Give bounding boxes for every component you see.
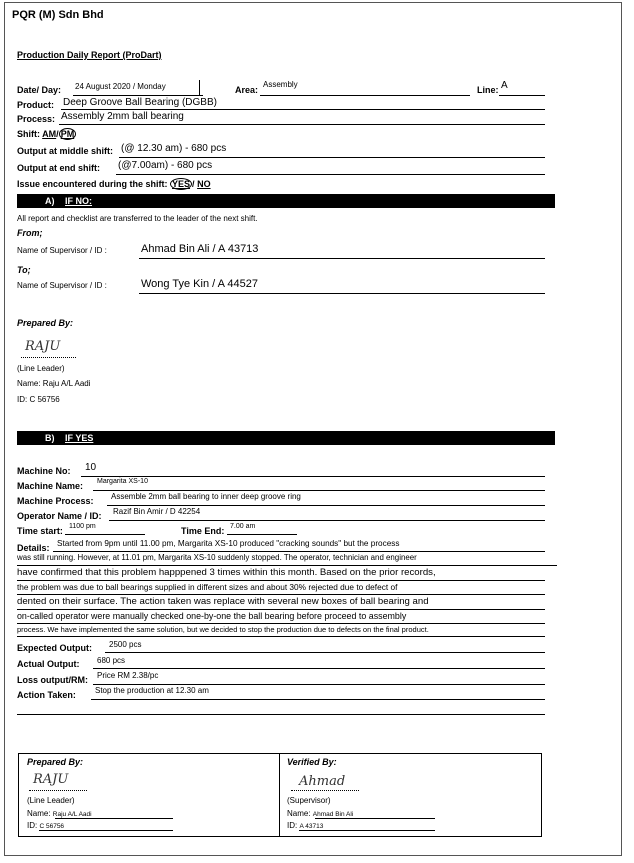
footer-verified-id-label: ID: (287, 821, 298, 830)
details-line-2: was still running. However, at 11.01 pm, Margarita XS-10 suddenly stopped. The operator, technician and engineer (17, 553, 417, 562)
issue-row (17, 179, 211, 189)
from-label: From; (17, 228, 43, 238)
footer-prepared-id-label: ID: (27, 821, 38, 830)
line-label: Line: (477, 85, 499, 95)
action-taken-label: Action Taken: (17, 690, 76, 700)
expected-output-label: Expected Output: (17, 643, 93, 653)
time-start-value: 1100 pm (69, 523, 96, 530)
issue-yes-circled: YES (172, 179, 191, 189)
section-a-title: IF NO: (65, 196, 93, 206)
machine-no-value: 10 (85, 462, 97, 473)
footer-verified-label: Verified By: (287, 757, 337, 767)
actual-output-label: Actual Output: (17, 659, 80, 669)
section-b-bar (17, 431, 555, 445)
section-a-bar (17, 194, 555, 208)
time-end-label: Time End: (181, 526, 225, 536)
footer-prepared-name-underline (55, 818, 173, 819)
footer-prepared-signature-line (29, 790, 87, 791)
from-supervisor-value: Ahmad Bin Ali / A 43713 (141, 243, 259, 255)
footer-verified-id (287, 821, 323, 830)
section-a-id (17, 395, 60, 404)
shift-am: AM (42, 129, 57, 139)
details-underline-1 (53, 551, 545, 552)
shift-sep: / (56, 129, 59, 139)
footer-prepared-name-value: Raju A/L Aadi (52, 811, 92, 818)
to-supervisor-label: Name of Supervisor / ID : (17, 281, 107, 290)
area-label: Area: (235, 85, 259, 95)
footer-verified-signature-line (291, 790, 359, 791)
machine-process-label: Machine Process: (17, 496, 94, 506)
product-value: Deep Groove Ball Bearing (DGBB) (63, 97, 217, 108)
section-a-name-value: Raju A/L Aadi (42, 379, 91, 388)
to-supervisor-value: Wong Tye Kin / A 44527 (141, 278, 259, 290)
footer-prepared-signature: RAJU (33, 772, 69, 787)
section-a-name-label: Name: (17, 379, 41, 388)
process-value: Assembly 2mm ball bearing (61, 111, 184, 122)
shift-label-text: Shift: (17, 129, 40, 139)
end-output-label: Output at end shift: (17, 163, 100, 173)
footer-prepared-id (27, 821, 64, 830)
details-line-7: process. We have implemented the same solution, but we decided to stop the production due to defects on the final product. (17, 625, 429, 634)
issue-label: Issue encountered during the shift: (17, 179, 168, 189)
product-underline (61, 109, 545, 110)
section-a-prepared-label: Prepared By: (17, 318, 74, 328)
report-page (4, 2, 622, 856)
footer-prepared-name-label: Name: (27, 809, 51, 818)
details-underline-7 (17, 636, 545, 637)
end-output-underline (116, 174, 545, 175)
section-a-id-value: C 56756 (29, 395, 60, 404)
loss-output-label: Loss output/RM: (17, 675, 88, 685)
to-supervisor-underline (139, 293, 545, 294)
footer-prepared-name (27, 809, 92, 818)
time-start-underline (65, 534, 145, 535)
mid-output-value: (@ 12.30 am) - 680 pcs (121, 143, 227, 154)
product-label: Product: (17, 100, 54, 110)
machine-name-underline (93, 490, 545, 491)
time-end-underline (227, 534, 297, 535)
process-label: Process: (17, 114, 56, 124)
footer-verified-id-underline (299, 830, 435, 831)
company-name: PQR (M) Sdn Bhd (12, 9, 104, 21)
from-supervisor-label: Name of Supervisor / ID : (17, 246, 107, 255)
machine-process-value: Assemble 2mm ball bearing to inner deep groove ring (111, 492, 301, 501)
section-a-role: (Line Leader) (17, 364, 65, 373)
section-a-note: All report and checklist are transferred to the leader of the next shift. (17, 214, 258, 223)
section-a-letter: A) (45, 196, 55, 206)
section-b-letter: B) (45, 433, 55, 443)
details-line-5: dented on their surface. The action taken was replace with several new boxes of ball bearing and (17, 596, 429, 607)
details-line-3: have confirmed that this problem happpened 3 times within this month. Based on the prior records, (17, 567, 436, 578)
shift-pm-circled: PM (60, 129, 75, 139)
footer-verified-name-value: Ahmad Bin Ali (312, 811, 354, 818)
issue-sep: / (192, 179, 195, 189)
expected-output-value: 2500 pcs (109, 640, 142, 649)
to-label: To; (17, 265, 31, 275)
line-value: A (501, 80, 508, 91)
details-line-6: on-called operator were manually checked one-by-one the ball bearing before proceed to assembly (17, 611, 407, 621)
section-a-id-label: ID: (17, 395, 28, 404)
footer-verified-name-underline (315, 818, 435, 819)
end-output-value: (@7.00am) - 680 pcs (118, 160, 213, 171)
loss-output-value: Price RM 2.38/pc (97, 671, 159, 680)
signature-box (18, 753, 542, 837)
machine-name-label: Machine Name: (17, 481, 84, 491)
line-underline (499, 95, 545, 96)
date-value: 24 August 2020 / Monday (75, 82, 166, 91)
time-end-value: 7.00 am (230, 523, 256, 530)
details-underline-5 (17, 609, 545, 610)
operator-label: Operator Name / ID: (17, 511, 102, 521)
mid-output-underline (119, 157, 545, 158)
report-title: Production Daily Report (ProDart) (17, 50, 162, 60)
details-label: Details: (17, 543, 50, 553)
process-underline (59, 124, 545, 125)
action-taken-underline (91, 699, 545, 700)
section-a-signature-line (21, 357, 76, 358)
footer-prepared-id-underline (39, 830, 173, 831)
time-start-label: Time start: (17, 526, 63, 536)
footer-verified-role: (Supervisor) (287, 796, 331, 805)
machine-no-label: Machine No: (17, 466, 71, 476)
details-underline-4 (17, 594, 545, 595)
mid-output-label: Output at middle shift: (17, 146, 113, 156)
details-line-1: Started from 9pm until 11.00 pm, Margarita XS-10 produced "cracking sounds" but the process (57, 539, 400, 548)
loss-output-underline (93, 684, 545, 685)
action-taken-value: Stop the production at 12.30 am (95, 686, 209, 695)
section-a-name (17, 379, 91, 388)
section-b-title: IF YES (65, 433, 94, 443)
date-underline (73, 95, 203, 96)
shift-label (17, 129, 76, 139)
footer-verified-id-value: A 43713 (299, 823, 324, 830)
section-a-signature: RAJU (25, 339, 61, 354)
details-line-4: the problem was due to ball bearings supplied in different sizes and about 30% rejected due to defect of (17, 582, 398, 592)
machine-no-underline (81, 476, 545, 477)
footer-prepared-role: (Line Leader) (27, 796, 75, 805)
actual-output-value: 680 pcs (97, 656, 126, 665)
date-label: Date/ Day: (17, 85, 62, 95)
footer-prepared-id-value: C 56756 (39, 823, 65, 830)
footer-prepared-label: Prepared By: (27, 757, 84, 767)
actual-output-underline (93, 668, 545, 669)
details-underline-2 (17, 565, 557, 566)
area-value: Assembly (263, 80, 298, 89)
machine-process-underline (107, 505, 545, 506)
issue-no: NO (197, 179, 211, 189)
operator-underline (109, 520, 545, 521)
machine-name-value: Margarita XS-10 (97, 478, 148, 485)
area-underline (260, 95, 470, 96)
from-supervisor-underline (139, 258, 545, 259)
blank-underline (17, 714, 545, 715)
footer-verified-name (287, 809, 353, 818)
footer-verified-signature: Ahmad (299, 774, 346, 789)
footer-verified-name-label: Name: (287, 809, 311, 818)
expected-output-underline (105, 652, 545, 653)
signature-divider (279, 754, 280, 836)
details-underline-3 (17, 580, 545, 581)
operator-value: Razif Bin Amir / D 42254 (113, 507, 201, 516)
details-underline-6 (17, 623, 545, 624)
text-cursor (199, 80, 200, 95)
